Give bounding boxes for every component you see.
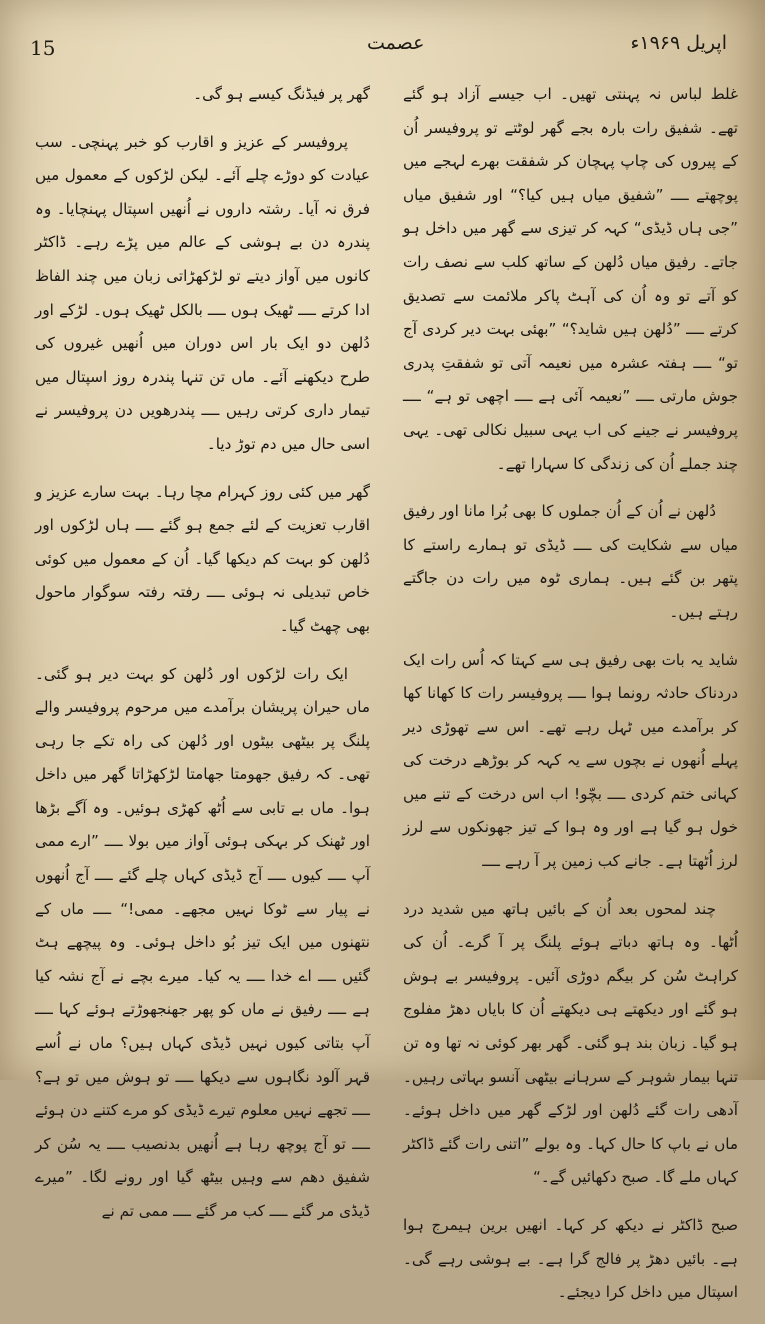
issue-date: اپریل ۱۹۶۹ء <box>630 32 727 54</box>
paragraph: دُلھن نے اُن کے اُن جملوں کا بھی بُرا مانا اور رفیق میاں سے شکایت کی ــــ ڈیڈی تو ہمارے راستے کا پتھر بن گئے ہیں۔ ہماری ٹوہ میں رات دن جاگتے رہتے ہیں۔ <box>403 502 738 621</box>
left-column <box>35 78 370 1243</box>
page-number: 15 <box>30 36 56 60</box>
magazine-title: عصمت <box>367 32 425 54</box>
paragraph: گھر پر فیڈنگ کیسے ہو گی۔ <box>193 85 370 103</box>
paragraph: پروفیسر کے عزیز و اقارب کو خبر پہنچی۔ سب عیادت کو دوڑے چلے آئے۔ لیکن لڑکوں کے معمول میں فرق نہ آیا۔ رشتہ داروں نے اُنھیں اسپتال پہنچایا۔ وہ پندرہ دن بے ہوشی کے عالم میں پڑے رہے۔ ڈاکٹر کانوں میں آواز دیتے تو لڑکھڑاتی زبان میں چند الفاظ ادا کرتے ــــ ٹھیک ہوں ــــ بالکل ٹھیک ہوں۔ لڑکے اور دُلھن دو ایک بار اس دوران میں اُنھیں غیروں کی طرح دیکھنے آئے۔ ماں تن تنہا پندرہ روز اسپتال میں تیمار داری کرتی رہیں ــــ پندرھویں دن پروفیسر نے اسی حال میں دم توڑ دیا۔ <box>35 132 370 453</box>
page-header <box>22 30 735 64</box>
paragraph: شاید یہ بات بھی رفیق ہی سے کہتا کہ اُس رات ایک دردناک حادثہ رونما ہوا ــــ پروفیسر رات کا کھانا کھا کر برآمدے میں ٹہل رہے تھے۔ اس سے تھوڑی دیر پہلے اُنھوں نے بچوں سے یہ کہہ کر بوڑھے درخت کی کہانی ختم کردی ــــ بچّو! اب اس درخت کے تنے میں خول ہو گیا ہے اور وہ ہوا کے تیز جھونکوں سے لرز لرز اُٹھتا ہے۔ جانے کب زمین پر آ رہے ــــ <box>403 650 738 871</box>
paragraph: ایک رات لڑکوں اور دُلھن کو بہت دیر ہو گئی۔ ماں حیران پریشان برآمدے میں مرحوم پروفیسر والے پلنگ پر بیٹھی بیٹوں اور دُلھن کی راہ تکے جا رہی تھی۔ کہ رفیق جھومتا جھامتا لڑکھڑاتا گھر میں داخل ہوا۔ ماں بے تابی سے اُٹھ کھڑی ہوئیں۔ وہ آگے بڑھا اور ٹھنک کر بہکی ہوئی آواز میں بولا ــــ ”ارے ممی آپ ــــ کیوں ــــ آج ڈیڈی کہاں چلے گئے ــــ آج اُنھوں نے پیار سے ٹوکا نہیں مجھے۔ ممی!“ ــــ ماں کے نتھنوں میں ایک تیز بُو داخل ہوئی۔ وہ پیچھے ہٹ گئیں ــــ اے خدا ــــ یہ کیا۔ میرے بچے نے آج نشہ کیا ہے ــــ رفیق نے ماں کو پھر جھنجھوڑتے ہوئے کہا ــــ آپ بتاتی کیوں نہیں ڈیڈی کہاں ہیں؟ ماں نے اُسے قہر آلود نگاہوں سے دیکھا ــــ تو ہوش میں تو ہے؟ ــــ تجھے نہیں معلوم تیرے ڈیڈی کو مرے کتنے دن ہوئے ــــ تو آج پوچھ رہا ہے اُنھیں بدنصیب ــــ یہ سُن کر شفیق دھم سے وہیں بیٹھ گیا اور رونے لگا۔ ”میرے ڈیڈی مر گئے ــــ کب مر گئے ــــ ممی تم نے <box>35 664 370 1220</box>
paragraph: غلط لباس نہ پہنتی تھیں۔ اب جیسے آزاد ہو گئے تھے۔ شفیق رات بارہ بجے گھر لوٹتے تو پروفیسر اُن کے پیروں کی چاپ پہچان کر شفقت بھرے لہجے میں پوچھتے ــــ ”شفیق میاں ہیں کیا؟“ اور شفیق میاں ”جی ہاں ڈیڈی“ کہہ کر تیزی سے گھر میں داخل ہو جاتے۔ رفیق میاں دُلھن کے ساتھ کلب سے نصف رات کو آتے تو وہ اُن کی آہٹ پاکر ملائمت سے تصدیق کرتے ــــ ”دُلھن ہیں شاید؟“ ”بھئی بہت دیر کردی آج تو“ ــــ ہفتہ عشرہ میں نعیمہ آتی تو شفقتِ پدری جوش مارتی ــــ ”نعیمہ آئی ہے ــــ اچھی تو ہے“ ــــ پروفیسر نے جینے کی اب یہی سبیل نکالی تھی۔ یہی چند جملے اُن کی زندگی کا سہارا تھے۔ <box>403 85 738 473</box>
paragraph: چند لمحوں بعد اُن کے بائیں ہاتھ میں شدید درد اُٹھا۔ وہ ہاتھ دباتے ہوئے پلنگ پر آ گرے۔ اُن کی کراہٹ سُن کر بیگم دوڑی آئیں۔ پروفیسر بے ہوش ہو گئے اور دیکھتے ہی دیکھتے اُن کا بایاں دھڑ مفلوج ہو گیا۔ زبان بند ہو گئی۔ گھر بھر کوئی نہ تھا وہ تن تنہا بیمار شوہر کے سرہانے بیٹھی آنسو بہاتی رہیں۔ آدھی رات گئے دُلھن اور لڑکے گھر میں داخل ہوئے۔ ماں نے باپ کا حال کہا۔ وہ بولے ”اتنی رات گئے ڈاکٹر کہاں ملے گا۔ صبح دکھائیں گے۔“ <box>403 899 738 1187</box>
right-column <box>403 78 738 1324</box>
paragraph: گھر میں کئی روز کہرام مچا رہا۔ بہت سارے عزیز و اقارب تعزیت کے لئے جمع ہو گئے ــــ ہاں لڑکوں اور دُلھن کو بہت کم دیکھا گیا۔ اُن کے معمول میں کوئی خاص تبدیلی نہ ہوئی ــــ رفتہ رفتہ سوگوار ماحول بھی چھٹ گیا۔ <box>35 482 370 635</box>
paragraph: صبح ڈاکٹر نے دیکھ کر کہا۔ انھیں برین ہیمرج ہوا ہے۔ بائیں دھڑ پر فالج گرا ہے۔ بے ہوشی رہے گی۔ اسپتال میں داخل کرا دیجئے۔ <box>403 1216 738 1302</box>
